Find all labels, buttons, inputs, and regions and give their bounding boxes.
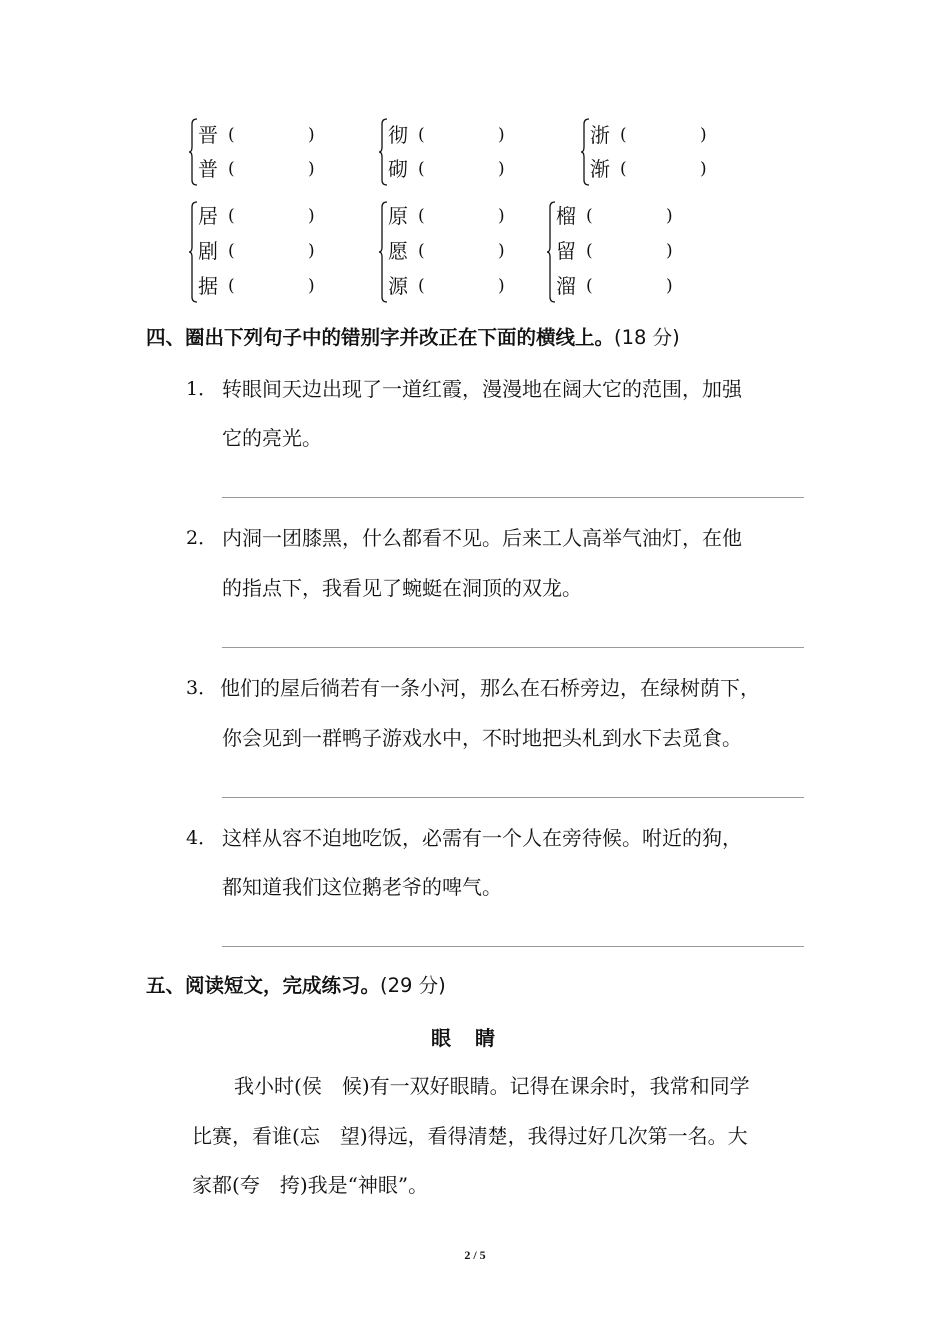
text: )我是“神眼”。	[299, 1173, 429, 1197]
paren-close: )	[308, 206, 315, 226]
paren-open: (	[586, 276, 593, 296]
paren-close: )	[666, 276, 673, 296]
char-group-6	[548, 199, 688, 305]
paren-close: )	[308, 159, 315, 179]
question-number: 3．	[186, 677, 218, 699]
paren-open: (	[418, 276, 425, 296]
paren-close: )	[308, 241, 315, 261]
paren-open: (	[228, 276, 235, 296]
char: 居	[198, 204, 218, 228]
char-group-4	[190, 199, 330, 305]
question-line: 都知道我们这位鹅老爷的啤气。	[222, 875, 502, 899]
paren-close: )	[498, 125, 505, 145]
char: 源	[388, 274, 408, 298]
section5-title-text: 五、阅读短文，完成练习。	[146, 974, 381, 997]
option-1[interactable]: 忘	[299, 1124, 320, 1148]
question-line: 你会见到一群鸭子游戏水中，不时地把头札到水下去觅食。	[222, 726, 742, 750]
paren-close: )	[308, 125, 315, 145]
option-1[interactable]: 夸	[239, 1173, 260, 1197]
text: 比赛，看谁(	[192, 1124, 300, 1148]
char: 剧	[198, 239, 218, 263]
section5-score: (29 分)	[380, 974, 446, 997]
char: 普	[198, 157, 218, 181]
char: 浙	[590, 123, 610, 147]
answer-line[interactable]	[222, 647, 804, 648]
question-number: 2．	[186, 527, 218, 549]
section5-title	[146, 971, 446, 1001]
option-2[interactable]: 候	[341, 1074, 362, 1098]
article-title: 眼睛	[431, 1026, 519, 1050]
question-line: 内洞一团膝黑，什么都看不见。后来工人高举气油灯，在他	[222, 526, 742, 550]
paren-open: (	[228, 159, 235, 179]
brace-icon	[378, 116, 388, 188]
option-2[interactable]: 挎	[279, 1173, 300, 1197]
paren-open: (	[228, 125, 235, 145]
paren-close: )	[308, 276, 315, 296]
paren-close: )	[498, 241, 505, 261]
char: 渐	[590, 157, 610, 181]
answer-line[interactable]	[222, 797, 804, 798]
brace-icon	[188, 199, 198, 305]
question-line: 的指点下，我看见了蜿蜓在洞顶的双龙。	[222, 576, 582, 600]
question-line: 转眼间天边出现了一道红霞，漫漫地在阔大它的范围，加强	[222, 377, 742, 401]
paren-close: )	[700, 125, 707, 145]
text: )得远，看得清楚，我得过好几次第一名。大	[359, 1124, 748, 1148]
char: 溜	[556, 274, 576, 298]
char: 留	[556, 239, 576, 263]
char-group-2	[380, 116, 520, 188]
question-number: 4．	[186, 827, 218, 849]
paren-close: )	[700, 159, 707, 179]
char-group-5	[380, 199, 520, 305]
question-number: 1．	[186, 378, 218, 400]
text: )有一双好眼睛。记得在课余时，我常和同学	[361, 1074, 750, 1098]
question-line: 这样从容不迫地吃饭，必需有一个人在旁待候。咐近的狗，	[222, 826, 742, 850]
paren-open: (	[620, 125, 627, 145]
char: 原	[388, 204, 408, 228]
article-line-2	[192, 1121, 748, 1151]
paren-open: (	[228, 241, 235, 261]
section4-title-text: 四、圈出下列句子中的错别字并改正在下面的横线上。	[146, 326, 615, 349]
page-number: 2 / 5	[464, 1248, 486, 1262]
char: 晋	[198, 123, 218, 147]
char: 愿	[388, 239, 408, 263]
paren-open: (	[586, 241, 593, 261]
paren-open: (	[418, 241, 425, 261]
section4-score: (18 分)	[614, 326, 680, 349]
char-group-3	[582, 116, 722, 188]
answer-line[interactable]	[222, 946, 804, 947]
question-line: 他们的屋后徜若有一条小河，那么在石桥旁边，在绿树荫下，	[220, 676, 760, 700]
paren-close: )	[666, 206, 673, 226]
brace-icon	[580, 116, 590, 188]
paren-close: )	[498, 276, 505, 296]
answer-line[interactable]	[222, 497, 804, 498]
option-2[interactable]: 望	[339, 1124, 360, 1148]
brace-icon	[546, 199, 556, 305]
char: 彻	[388, 123, 408, 147]
article-line-1	[234, 1071, 750, 1101]
brace-icon	[378, 199, 388, 305]
paren-open: (	[620, 159, 627, 179]
option-1[interactable]: 侯	[301, 1074, 322, 1098]
text: 我小时(	[234, 1074, 302, 1098]
char: 据	[198, 274, 218, 298]
paren-open: (	[228, 206, 235, 226]
text: 家都(	[192, 1173, 240, 1197]
paren-close: )	[498, 159, 505, 179]
paren-open: (	[418, 159, 425, 179]
paren-close: )	[666, 241, 673, 261]
brace-icon	[188, 116, 198, 188]
paren-open: (	[418, 125, 425, 145]
char: 砌	[388, 157, 408, 181]
char-group-1	[190, 116, 330, 188]
question-line: 它的亮光。	[222, 426, 322, 450]
section4-title	[146, 323, 680, 353]
paren-open: (	[586, 206, 593, 226]
paren-close: )	[498, 206, 505, 226]
article-line-3	[192, 1170, 428, 1200]
paren-open: (	[418, 206, 425, 226]
char: 榴	[556, 204, 576, 228]
